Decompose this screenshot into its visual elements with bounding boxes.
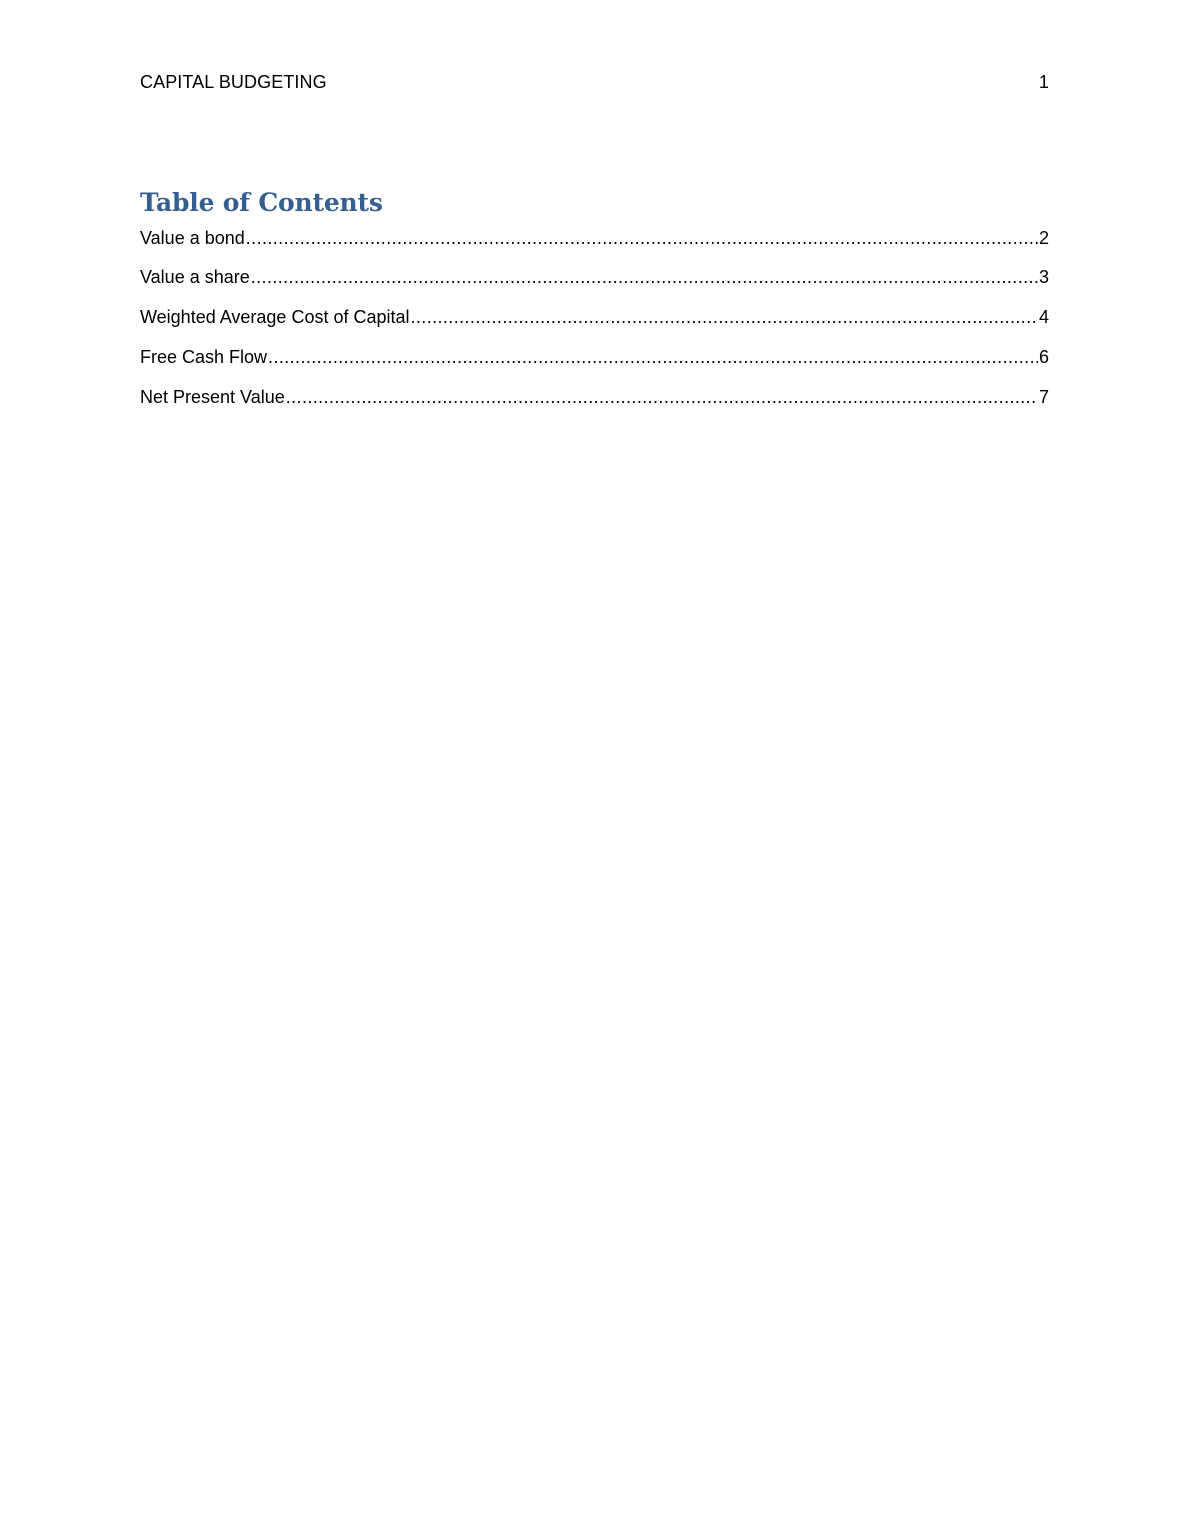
running-head-title: CAPITAL BUDGETING <box>140 72 327 92</box>
toc-entry-free-cash-flow[interactable] <box>140 345 1049 385</box>
toc-list <box>140 226 1049 425</box>
toc-entry-page: 3 <box>1038 267 1049 287</box>
toc-entry-label: Net Present Value <box>140 387 285 407</box>
toc-entry-label: Value a share <box>140 267 250 287</box>
toc-entry-page: 4 <box>1038 307 1049 327</box>
table-of-contents <box>140 186 1049 425</box>
page-header <box>140 72 1049 96</box>
toc-entry-wacc[interactable] <box>140 305 1049 345</box>
toc-dot-leader <box>246 226 1038 250</box>
toc-entry-value-a-share[interactable] <box>140 265 1049 305</box>
toc-entry-page: 2 <box>1038 228 1049 248</box>
toc-entry-net-present-value[interactable] <box>140 385 1049 425</box>
toc-entry-page: 7 <box>1038 387 1049 407</box>
toc-entry-label: Weighted Average Cost of Capital <box>140 307 410 327</box>
toc-heading: Table of Contents <box>140 188 383 217</box>
toc-entry-page: 6 <box>1038 347 1049 367</box>
toc-dot-leader <box>268 345 1038 369</box>
toc-entry-value-a-bond[interactable] <box>140 226 1049 265</box>
toc-dot-leader <box>251 265 1038 289</box>
toc-entry-label: Value a bond <box>140 228 245 248</box>
page-number: 1 <box>1038 72 1049 92</box>
toc-entry-label: Free Cash Flow <box>140 347 268 367</box>
toc-dot-leader <box>411 305 1038 329</box>
toc-dot-leader <box>286 385 1038 409</box>
